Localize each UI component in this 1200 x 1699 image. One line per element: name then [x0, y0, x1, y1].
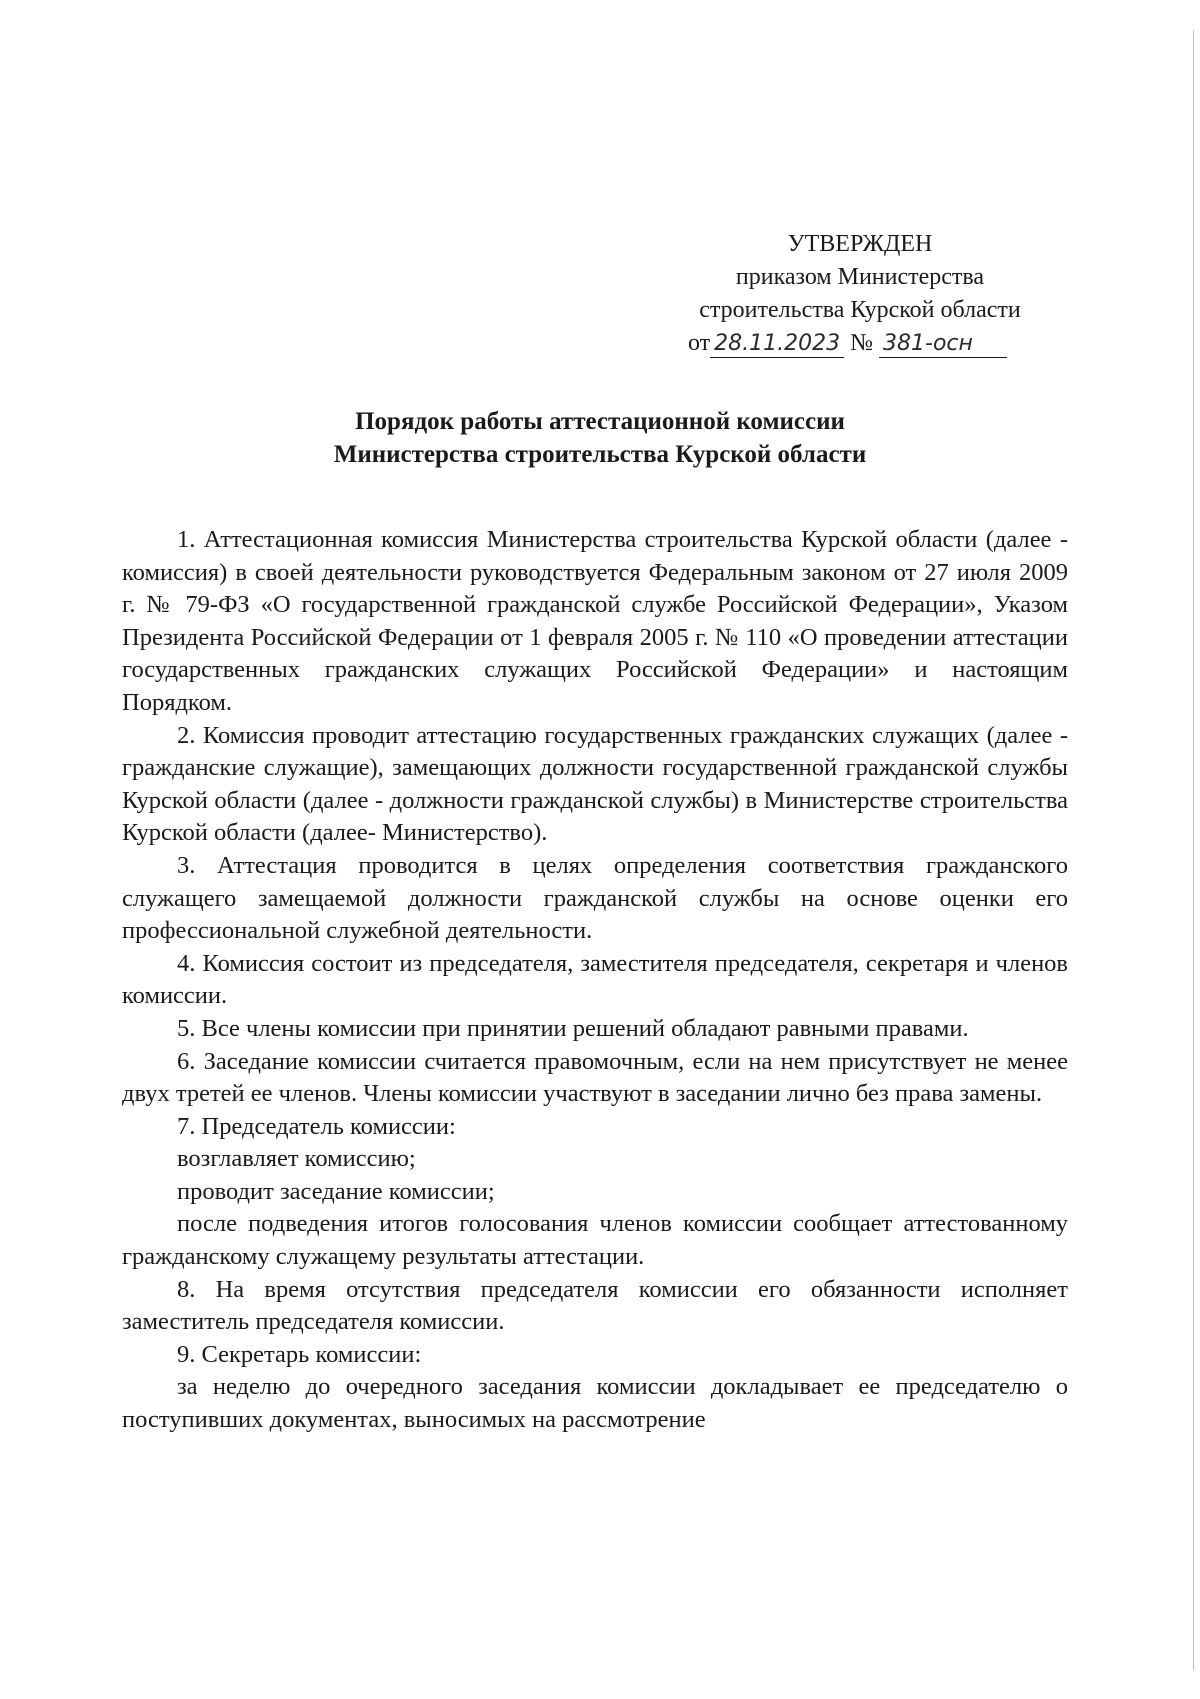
paragraph-4: 4. Комиссия состоит из председателя, заместителя председателя, секретаря и членов комиссии.: [122, 949, 1068, 1010]
document-title: [0, 405, 1200, 471]
paragraph-7: 7. Председатель комиссии:: [177, 1112, 456, 1140]
date-prefix: от: [688, 330, 711, 356]
handwritten-order-number: 381-осн: [879, 331, 1007, 358]
title-line-1: Порядок работы аттестационной комиссии: [355, 408, 845, 435]
title-line-2: Министерства строительства Курской области: [333, 441, 867, 468]
paragraph-8: 8. На время отсутствия председателя комиссии его обязанности исполняет заместитель председателя комиссии.: [122, 1275, 1068, 1336]
paragraph-5: 5. Все члены комиссии при принятии решений обладают равными правами.: [177, 1014, 969, 1042]
paragraph-7-item-1: возглавляет комиссию;: [177, 1145, 416, 1173]
paragraph-9-item-1: за неделю до очередного заседания комиссии докладывает ее председателю о поступивших документах, выносимых на рассмотрение: [122, 1373, 1068, 1434]
paragraph-7-item-2: проводит заседание комиссии;: [177, 1177, 495, 1205]
approval-line-2: строительства Курской области: [699, 297, 1021, 323]
handwritten-date: 28.11.2023: [710, 331, 844, 358]
paragraph-1: 1. Аттестационная комиссия Министерства строительства Курской области (далее - комиссия) в своей деятельности руководствуется Федеральным законом от 27 июля 2009 г. № 79-ФЗ «О государственной гражданской службе Российской Федерации», Указом Президента Российской Федерации от 1 февраля 2005 г. № 110 «О проведении аттестации государственных гражданских служащих Российской Федерации» и настоящим Порядком.: [122, 526, 1068, 716]
approval-line-1: приказом Министерства: [735, 264, 985, 290]
document-body: [122, 524, 1068, 1437]
approval-heading: УТВЕРЖДЕН: [787, 231, 933, 257]
paragraph-3: 3. Аттестация проводится в целях определения соответствия гражданского служащего замещаемой должности гражданской службы на основе оценки его профессиональной служебной деятельности.: [122, 851, 1068, 945]
paragraph-9: 9. Секретарь комиссии:: [177, 1340, 422, 1368]
approval-stamp-block: [660, 228, 1060, 360]
approval-date-line: [660, 327, 1060, 360]
number-prefix: №: [850, 330, 874, 356]
scan-edge-line: [1193, 30, 1194, 1670]
paragraph-7-item-3: после подведения итогов голосования членов комиссии сообщает аттестованному гражданскому служащему результаты аттестации.: [122, 1210, 1068, 1271]
paragraph-6: 6. Заседание комиссии считается правомочным, если на нем присутствует не менее двух третей ее членов. Члены комиссии участвуют в заседании лично без права замены.: [122, 1047, 1068, 1108]
paragraph-2: 2. Комиссия проводит аттестацию государственных гражданских служащих (далее - гражданские служащие), замещающих должности государственной гражданской службы Курской области (далее - должности гражданской службы) в Министерстве строительства Курской области (далее- Министерство).: [122, 721, 1068, 847]
